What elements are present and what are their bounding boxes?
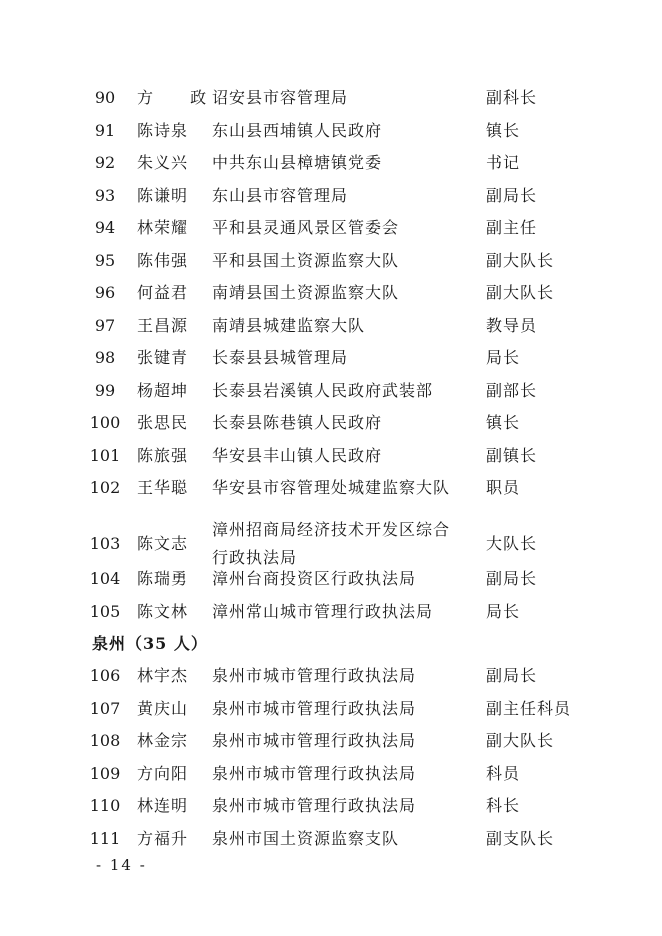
- table-row: [0, 117, 662, 145]
- organization: 泉州市城市管理行政执法局: [212, 666, 417, 685]
- position-title: 职员: [486, 478, 521, 497]
- table-row: [0, 377, 662, 405]
- table-row: [0, 84, 662, 112]
- person-name: 张键青: [137, 348, 189, 367]
- table-row: [0, 312, 662, 340]
- organization: 南靖县城建监察大队: [212, 315, 366, 335]
- organization: 长泰县岩溪镇人民政府武装部: [212, 380, 434, 400]
- organization: 泉州市城市管理行政执法局: [212, 698, 417, 718]
- position-title: 大队长: [486, 534, 538, 553]
- position-title: 副局长: [486, 569, 538, 588]
- table-row: [0, 279, 662, 307]
- position-title: 副镇长: [486, 445, 538, 465]
- organization: 平和县灵通风景区管委会: [212, 218, 400, 237]
- person-name: 陈伟强: [137, 250, 189, 270]
- row-number: 104: [89, 569, 121, 588]
- person-name: 林金宗: [137, 731, 189, 750]
- organization: 泉州市国土资源监察支队: [212, 828, 400, 848]
- table-row: [0, 760, 662, 788]
- table-row: [0, 695, 662, 723]
- row-number: 101: [89, 445, 121, 465]
- organization: 平和县国土资源监察大队: [212, 250, 400, 270]
- position-title: 科员: [486, 763, 521, 783]
- person-name: 王华聪: [137, 478, 189, 497]
- table-row: [0, 825, 662, 853]
- person-name: 朱义兴: [137, 153, 189, 172]
- table-row: [0, 598, 662, 626]
- organization-line-2: 行政执法局: [212, 548, 298, 567]
- person-name: 陈文志: [137, 534, 189, 553]
- position-title: 副局长: [486, 185, 538, 205]
- position-title: 副大队长: [486, 250, 555, 270]
- position-title: 副大队长: [486, 283, 555, 302]
- organization: 华安县丰山镇人民政府: [212, 445, 383, 465]
- row-number: 111: [89, 828, 121, 848]
- position-title: 镇长: [486, 413, 521, 432]
- row-number: 102: [89, 478, 121, 497]
- table-row: [0, 409, 662, 437]
- table-row: [0, 344, 662, 372]
- table-row: [0, 149, 662, 177]
- row-number: 107: [89, 698, 121, 718]
- person-name: 林宇杰: [137, 666, 189, 685]
- section-heading: 泉州（35 人）: [92, 634, 208, 653]
- row-number: 99: [94, 380, 116, 400]
- row-number: 110: [89, 796, 121, 815]
- person-name: 陈诗泉: [137, 120, 189, 140]
- position-title: 镇长: [486, 120, 521, 140]
- position-title: 副局长: [486, 666, 538, 685]
- row-number: 109: [89, 763, 121, 783]
- row-number: 90: [94, 88, 116, 107]
- position-title: 副主任: [486, 218, 538, 237]
- organization: 泉州市城市管理行政执法局: [212, 796, 417, 815]
- organization: 中共东山县樟塘镇党委: [212, 153, 383, 172]
- person-name: 林连明: [137, 796, 189, 815]
- table-row: [0, 792, 662, 820]
- row-number: 106: [89, 666, 121, 685]
- table-row: [0, 727, 662, 755]
- table-row: [0, 214, 662, 242]
- organization: 漳州常山城市管理行政执法局: [212, 601, 434, 621]
- table-row: [0, 247, 662, 275]
- organization: 漳州台商投资区行政执法局: [212, 569, 417, 588]
- table-row: [0, 442, 662, 470]
- person-name: 杨超坤: [137, 380, 189, 400]
- organization: 泉州市城市管理行政执法局: [212, 763, 417, 783]
- person-name: 陈瑞勇: [137, 569, 189, 588]
- person-name: 方 政: [137, 88, 223, 107]
- person-name: 黄庆山: [137, 698, 189, 718]
- organization: 诏安县市容管理局: [212, 88, 349, 107]
- person-name: 陈文林: [137, 601, 189, 621]
- row-number: 105: [89, 601, 121, 621]
- row-number: 108: [89, 731, 121, 750]
- organization-line-1: 漳州招商局经济技术开发区综合: [212, 520, 451, 539]
- organization: 华安县市容管理处城建监察大队: [212, 478, 451, 497]
- person-name: 方向阳: [137, 763, 189, 783]
- person-name: 张思民: [137, 413, 189, 432]
- organization: 泉州市城市管理行政执法局: [212, 731, 417, 750]
- organization: 长泰县陈巷镇人民政府: [212, 413, 383, 432]
- table-row: [0, 516, 662, 572]
- row-number: 103: [89, 534, 121, 553]
- row-number: 94: [94, 218, 116, 237]
- organization: 东山县市容管理局: [212, 185, 349, 205]
- row-number: 97: [94, 315, 116, 335]
- person-name: 王昌源: [137, 315, 189, 335]
- row-number: 100: [89, 413, 121, 432]
- row-number: 92: [94, 153, 116, 172]
- row-number: 93: [94, 185, 116, 205]
- position-title: 教导员: [486, 315, 538, 335]
- position-title: 科长: [486, 796, 521, 815]
- person-name: 陈谦明: [137, 185, 189, 205]
- position-title: 副主任科员: [486, 698, 572, 718]
- position-title: 副部长: [486, 380, 538, 400]
- page-number: - 14 -: [96, 856, 147, 874]
- row-number: 95: [94, 250, 116, 270]
- organization: 东山县西埔镇人民政府: [212, 120, 383, 140]
- person-name: 方福升: [137, 828, 189, 848]
- person-name: 陈旅强: [137, 445, 189, 465]
- position-title: 副科长: [486, 88, 538, 107]
- organization: 南靖县国土资源监察大队: [212, 283, 400, 302]
- position-title: 书记: [486, 153, 521, 172]
- person-name: 何益君: [137, 283, 189, 302]
- row-number: 91: [94, 120, 116, 140]
- position-title: 副大队长: [486, 731, 555, 750]
- position-title: 局长: [486, 601, 521, 621]
- row-number: 96: [94, 283, 116, 302]
- position-title: 副支队长: [486, 828, 555, 848]
- table-row: [0, 182, 662, 210]
- table-row: [0, 662, 662, 690]
- organization: [212, 516, 474, 572]
- row-number: 98: [94, 348, 116, 367]
- table-row: [0, 565, 662, 593]
- person-name: 林荣耀: [137, 218, 189, 237]
- position-title: 局长: [486, 348, 521, 367]
- organization: 长泰县县城管理局: [212, 348, 349, 367]
- table-row: [0, 474, 662, 502]
